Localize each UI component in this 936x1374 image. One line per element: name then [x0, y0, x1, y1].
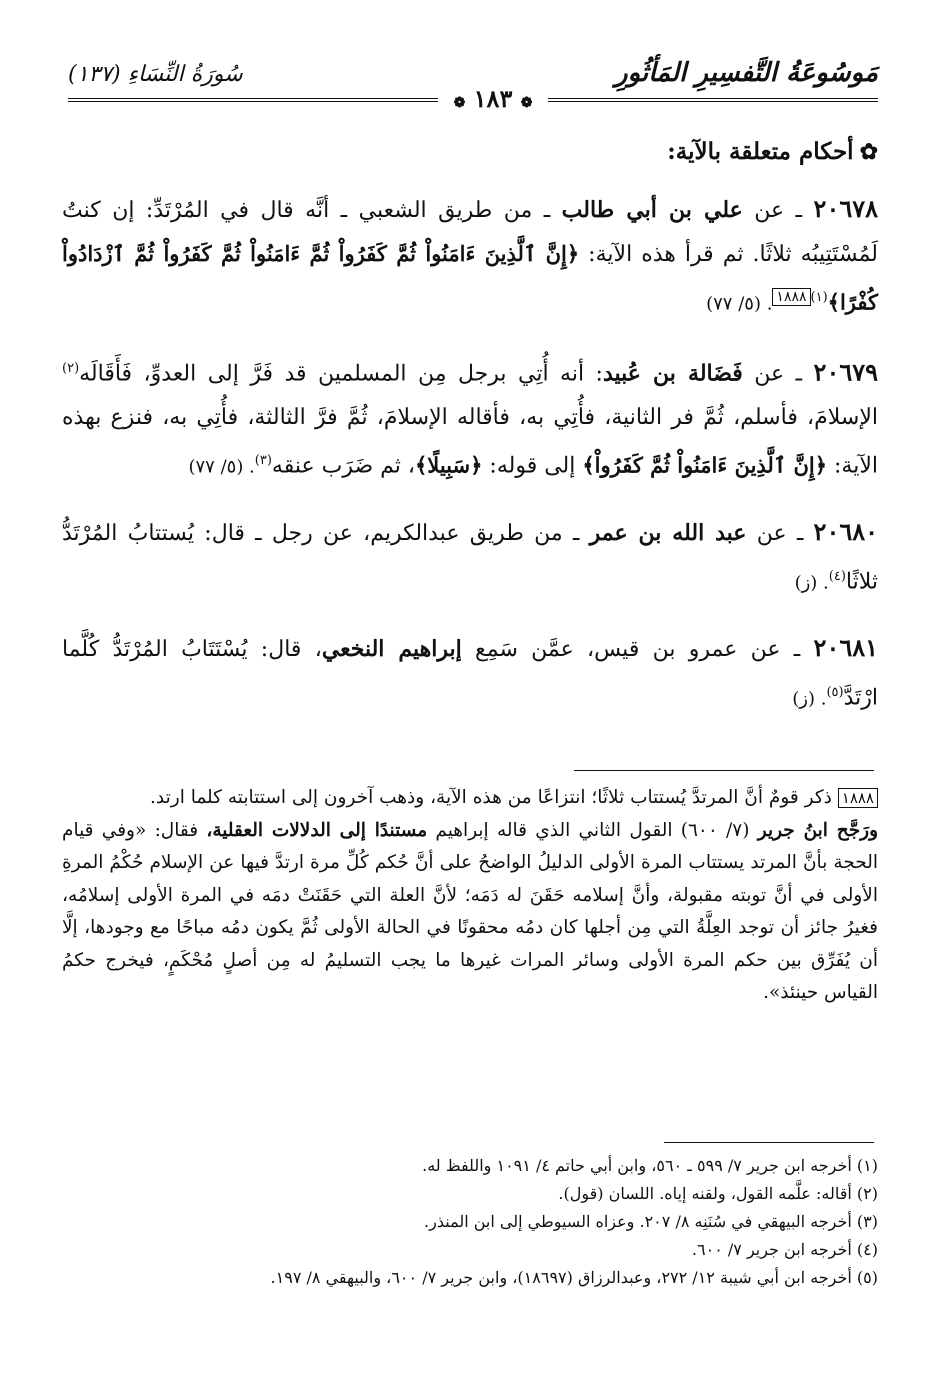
footnote-item: (٣) أخرجه البيهقي في سُنَنِه ٨/ ٢٠٧. وعزاه السيوطي إلى ابن المنذر.: [424, 1212, 878, 1231]
reference: . (ز): [794, 572, 829, 594]
footnote-item: (٤) أخرجه ابن جرير ٧/ ٦٠٠.: [691, 1240, 878, 1259]
commentary-paragraph: ورَجَّح ابنُ جرير (٧/ ٦٠٠) القول الثاني الذي قاله إبراهيم مستندًا إلى الدلالات العقلية، فقال: «وفي قيام الحجة بأنَّ المرتد يستتاب المرة الأولى الدليلُ الواضحُ على أنَّ حُكم كُلِّ مرة ارتدَّ فيها عن الإسلام حُكْمُ المرةِ الأولى في أنَّ توبته مقبولة، وأنَّ إسلامه حَقَنَ له دَمَه؛ لأنَّ العلة التي حَقَنَتْ دمَه في المرة الأولى إسلامُه، فغيرُ جائز أن توجد العِلَّةُ التي مِن أجلها كان دمُه محقونًا في الحالة الأولى ثُمَّ يكون دمُه مباحًا مع وجودها، إلَّا أن يُفَرِّق بين حكم المرة الأولى وسائر المرات غيرها ما يجب التسليمُ له مِن أصلٍ مُحْكَمٍ، فيخرج حكمُ القياس حينئذ».: [62, 819, 879, 1003]
narration-20681: ٢٠٦٨١ ـ عن عمرو بن قيس، عمَّن سَمِع إبراهيم النخعي، قال: يُسْتَتَابُ المُرْتَدُّ كُلَّما ارْتَدَّ$^{(٥)}$. (ز): [62, 633, 878, 711]
footnote-marker: (٥): [826, 685, 844, 701]
narration-20679: ٢٠٦٧٩ ـ عن فَضَالة بن عُبيد: أنه أُتِي برجل مِن المسلمين قد فَرَّ إلى العدوِّ، فَأَقَالَه$^{(٢)}$ الإسلامَ، فأسلم، ثُمَّ فر الثانية، فأُتِي به، فأقاله الإسلامَ، ثُمَّ فرَّ الثالثة، فأُتِي به، فنزع بهذه الآية: ﴿إِنَّ ٱلَّذِينَ ءَامَنُواْ ثُمَّ كَفَرُواْ﴾ إلى قوله: ﴿سَبِيلًا﴾، ثم ضَرَب عنقه$^{(٣)}$. (٥/ ٧٧): [62, 357, 878, 478]
section-heading: ✿أحكام متعلقة بالآية:: [667, 138, 878, 165]
footnote-marker: (٢): [62, 361, 80, 377]
footnote-marker: (١): [810, 290, 828, 305]
page-number: ❁ ١٨٣ ❁: [453, 84, 533, 113]
reference: . (٥/ ٧٧): [188, 455, 255, 477]
ornament-icon: ❁: [453, 95, 466, 111]
reference: . (٥/ ٧٧): [706, 293, 773, 315]
commentary-paragraph: ١٨٨٨ ذكر قومٌ أنَّ المرتدَّ يُستتاب ثلاثًا؛ انتزاعًا من هذه الآية، وذهب آخرون إلى استتابته كلما ارتد.: [62, 782, 878, 815]
comment-box-number: ١٨٨٨: [838, 788, 878, 808]
footnotes: [62, 1152, 878, 1292]
footnote-marker: (٣): [254, 452, 272, 468]
comment-box-number: ١٨٨٨: [772, 288, 810, 306]
footnote-item: (٢) أقاله: علَّمه القول، ولقنه إياه. اللسان (قول).: [558, 1184, 878, 1203]
quran-verse: ﴿سَبِيلًا﴾: [415, 451, 483, 477]
ornament-icon: ❁: [520, 95, 533, 111]
header-rule-right: [548, 98, 878, 102]
commentary-block: [62, 782, 878, 1010]
reference: . (ز): [792, 688, 827, 710]
footnotes-divider: [664, 1142, 874, 1143]
book-title: مَوسُوعَةُ التَّفسِيرِ المَأثُورِ: [615, 58, 878, 88]
header-rule-left: [68, 98, 438, 102]
narration-20678: ٢٠٦٧٨ ـ عن علي بن أبي طالب ـ من طريق الشعبي ـ أنَّه قال في المُرْتَدِّ: إن كنتُ لَمُسْتَتِيبُه ثلاثًا. ثم قرأ هذه الآية: ﴿إِنَّ ٱلَّذِينَ ءَامَنُواْ ثُمَّ كَفَرُواْ ثُمَّ ءَامَنُواْ ثُمَّ كَفَرُواْ ثُمَّ ٱزْدَادُواْ كُفْرًا﴾$^{(١)١٨٨٨}$. (٥/ ٧٧): [62, 194, 878, 315]
quran-verse: ﴿إِنَّ ٱلَّذِينَ ءَامَنُواْ ثُمَّ كَفَرُواْ ثُمَّ ءَامَنُواْ ثُمَّ كَفَرُواْ ثُمَّ ٱزْدَادُواْ كُفْرًا﴾: [62, 241, 878, 315]
footnote-marker: (٤): [828, 568, 846, 584]
main-text: [62, 138, 878, 743]
narration-20680: ٢٠٦٨٠ ـ عن عبد الله بن عمر ـ من طريق عبدالكريم، عن رجل ـ قال: يُستتابُ المُرْتَدُّ ثلاثًا$^{(٤)}$. (ز): [62, 516, 878, 595]
flower-icon: ✿: [859, 139, 878, 165]
footnote-item: (١) أخرجه ابن جرير ٧/ ٥٩٩ ـ ٥٦٠، وابن أبي حاتم ٤/ ١٠٩١ واللفظ له.: [422, 1156, 878, 1175]
commentary-divider: [574, 770, 874, 771]
page-header: [68, 58, 878, 113]
footnote-item: (٥) أخرجه ابن أبي شيبة ١٢/ ٢٧٢، وعبدالرزاق (١٨٦٩٧)، وابن جرير ٧/ ٦٠٠، والبيهقي ٨/ ١٩٧.: [270, 1268, 878, 1287]
quran-verse: ﴿إِنَّ ٱلَّذِينَ ءَامَنُواْ ثُمَّ كَفَرُواْ﴾: [582, 451, 828, 477]
surah-label: سُورَةُ النِّسَاءِ (١٣٧): [68, 62, 243, 87]
